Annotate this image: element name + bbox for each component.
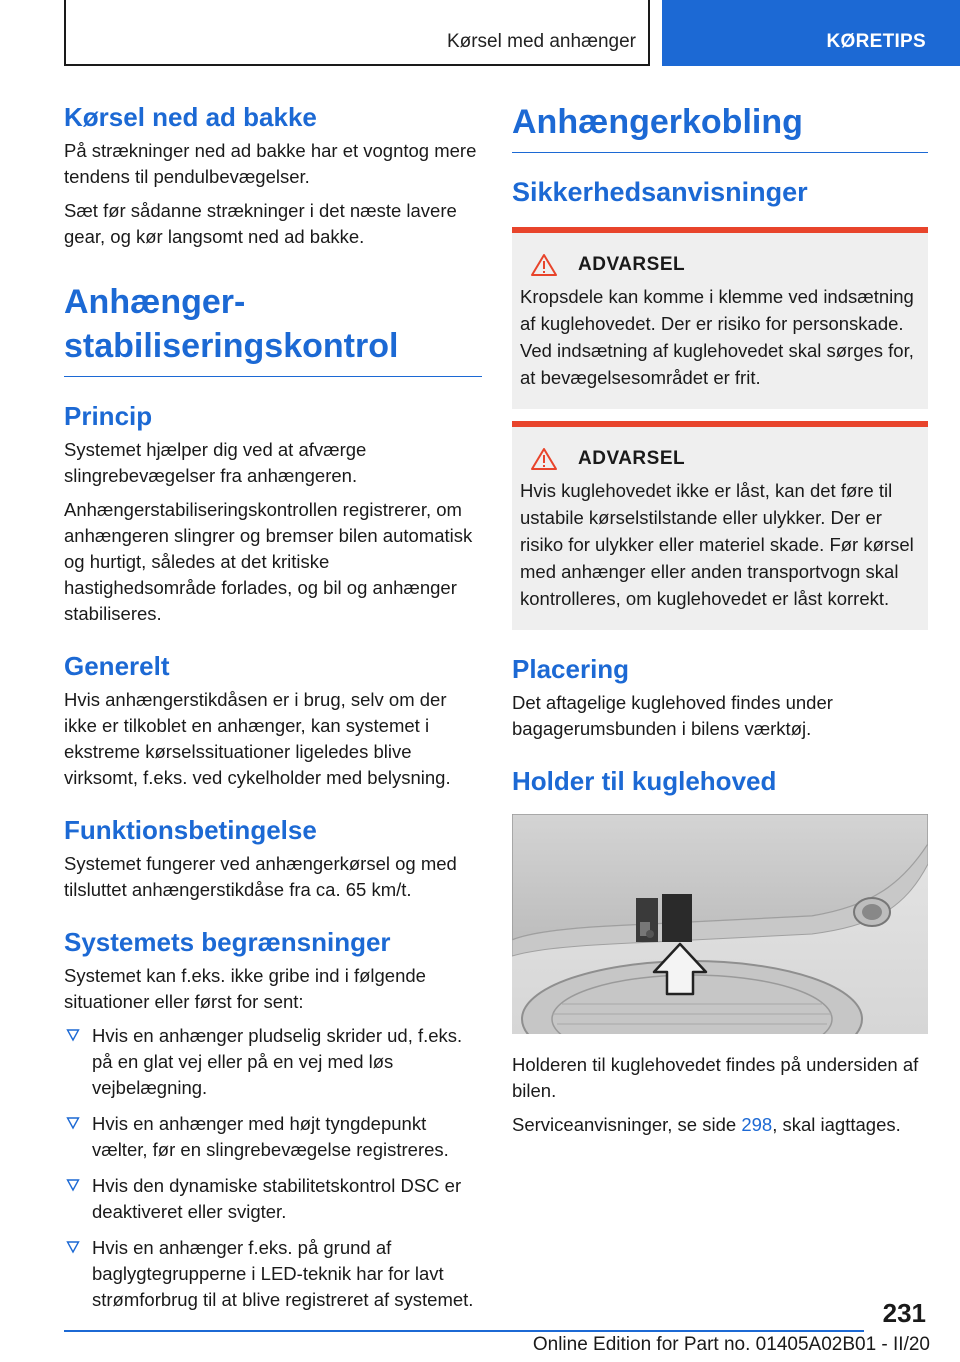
- footer-edition: Online Edition for Part no. 01405A02B01 - II/20: [532, 1334, 930, 1355]
- warning-text: Hvis kuglehovedet ikke er låst, kan det føre til ustabile kørselstilstande eller ulykker. Der er risiko for ulykker eller materiel skade. Før kørsel med anhænger eller anden transportvogn skal kontrolleres, om kuglehovedet er låst korrekt.: [520, 480, 914, 609]
- paragraph: Systemet kan f.eks. ikke gribe ind i følgende situationer eller først for sent:: [64, 965, 426, 1012]
- chapter-title-hitch: Anhængerkobling: [512, 100, 928, 153]
- list-item-text: Hvis en anhænger med højt tyngdepunkt vælter, før en slingrebevægelse registreres.: [92, 1113, 449, 1160]
- section-title-general: Generelt: [64, 651, 170, 681]
- chapter-title-line2: stabiliseringskontrol: [64, 327, 399, 365]
- header-section-title: Kørsel med anhænger: [446, 31, 636, 52]
- limitations-list: [64, 1023, 482, 1313]
- triangle-bullet-icon: [66, 1178, 80, 1192]
- section-title-principle: Princip: [64, 401, 153, 431]
- paragraph: Systemet hjælper dig ved at afværge slingrebevægelser fra anhængeren.: [64, 439, 367, 486]
- warning-box: [512, 227, 928, 409]
- chapter-title-line1: Anhænger-: [64, 283, 246, 321]
- warning-label: ADVARSEL: [578, 254, 686, 275]
- page-number: 231: [882, 1298, 926, 1328]
- service-note-text: Serviceanvisninger, se side: [512, 1114, 742, 1135]
- image-caption: Holderen til kuglehovedet findes på undersiden af bilen.: [512, 1054, 919, 1101]
- right-column: [512, 100, 928, 1138]
- warning-triangle-icon: [530, 447, 558, 471]
- section-title-ball-holder: Holder til kuglehoved: [512, 766, 777, 796]
- paragraph: Hvis anhængerstikdåsen er i brug, selv om der ikke er tilkoblet en anhænger, kan systemet i ekstreme kørselssituationer ligeledes blive virksomt, f.eks. ved cykelholder med belysning.: [64, 689, 451, 788]
- section-title-limitations: Systemets begrænsninger: [64, 927, 391, 957]
- left-column: [64, 100, 482, 1323]
- service-note-text: , skal iagttages.: [772, 1114, 901, 1135]
- triangle-bullet-icon: [66, 1240, 80, 1254]
- list-item: [64, 1235, 482, 1313]
- underbody-illustration: [512, 814, 928, 1034]
- warning-text: Kropsdele kan komme i klemme ved indsætning af kuglehovedet. Der er risiko for personskade. Ved indsætning af kuglehovedet skal sørges for, at bevægelsesområdet er frit.: [520, 286, 914, 388]
- section-title-safety: Sikkerhedsanvisninger: [512, 177, 808, 207]
- page-link-298[interactable]: 298: [741, 1114, 773, 1135]
- paragraph: Sæt før sådanne strækninger i det næste lavere gear, og kør langsomt ned ad bakke.: [64, 200, 457, 247]
- header-chapter-tab: KØRETIPS: [662, 0, 960, 66]
- paragraph: På strækninger ned ad bakke har et vogntog mere tendens til pendulbevægelser.: [64, 140, 477, 187]
- paragraph: Det aftagelige kuglehoved findes under bagagerumsbunden i bilens værktøj.: [512, 692, 833, 739]
- list-item: [64, 1173, 482, 1225]
- service-note: [512, 1112, 928, 1138]
- paragraph: Systemet fungerer ved anhængerkørsel og med tilsluttet anhængerstikdåse fra ca. 65 km/t.: [64, 853, 457, 900]
- warning-header: [520, 447, 920, 471]
- list-item: [64, 1111, 482, 1163]
- warning-box: [512, 421, 928, 630]
- triangle-bullet-icon: [66, 1116, 80, 1130]
- list-item-text: Hvis en anhænger pludselig skrider ud, f.eks. på en glat vej eller på en vej med løs vejbelægning.: [92, 1025, 463, 1098]
- warning-header: [520, 253, 920, 277]
- list-item: [64, 1023, 482, 1101]
- list-item-text: Hvis en anhænger f.eks. på grund af baglygtegrupperne i LED-teknik har for lavt strømforbrug til at blive registreret af systemet.: [92, 1237, 474, 1310]
- chapter-title-stability: [64, 280, 482, 377]
- warning-triangle-icon: [530, 253, 558, 277]
- paragraph: Anhængerstabiliseringskontrollen registrerer, om anhængeren slingrer og bremser bilen automatisk og hurtigt, således at det kritiske hastighedsområde forlades, og bil og anhænger stabiliseres.: [64, 499, 473, 624]
- warning-label: ADVARSEL: [578, 448, 686, 469]
- triangle-bullet-icon: [66, 1028, 80, 1042]
- footer-rule: [64, 1330, 864, 1332]
- section-title-downhill: Kørsel ned ad bakke: [64, 102, 317, 132]
- section-title-placement: Placering: [512, 654, 630, 684]
- list-item-text: Hvis den dynamiske stabilitetskontrol DSC er deaktiveret eller svigter.: [92, 1175, 462, 1222]
- section-title-conditions: Funktionsbetingelse: [64, 815, 317, 845]
- ball-holder-illustration: [512, 814, 928, 1034]
